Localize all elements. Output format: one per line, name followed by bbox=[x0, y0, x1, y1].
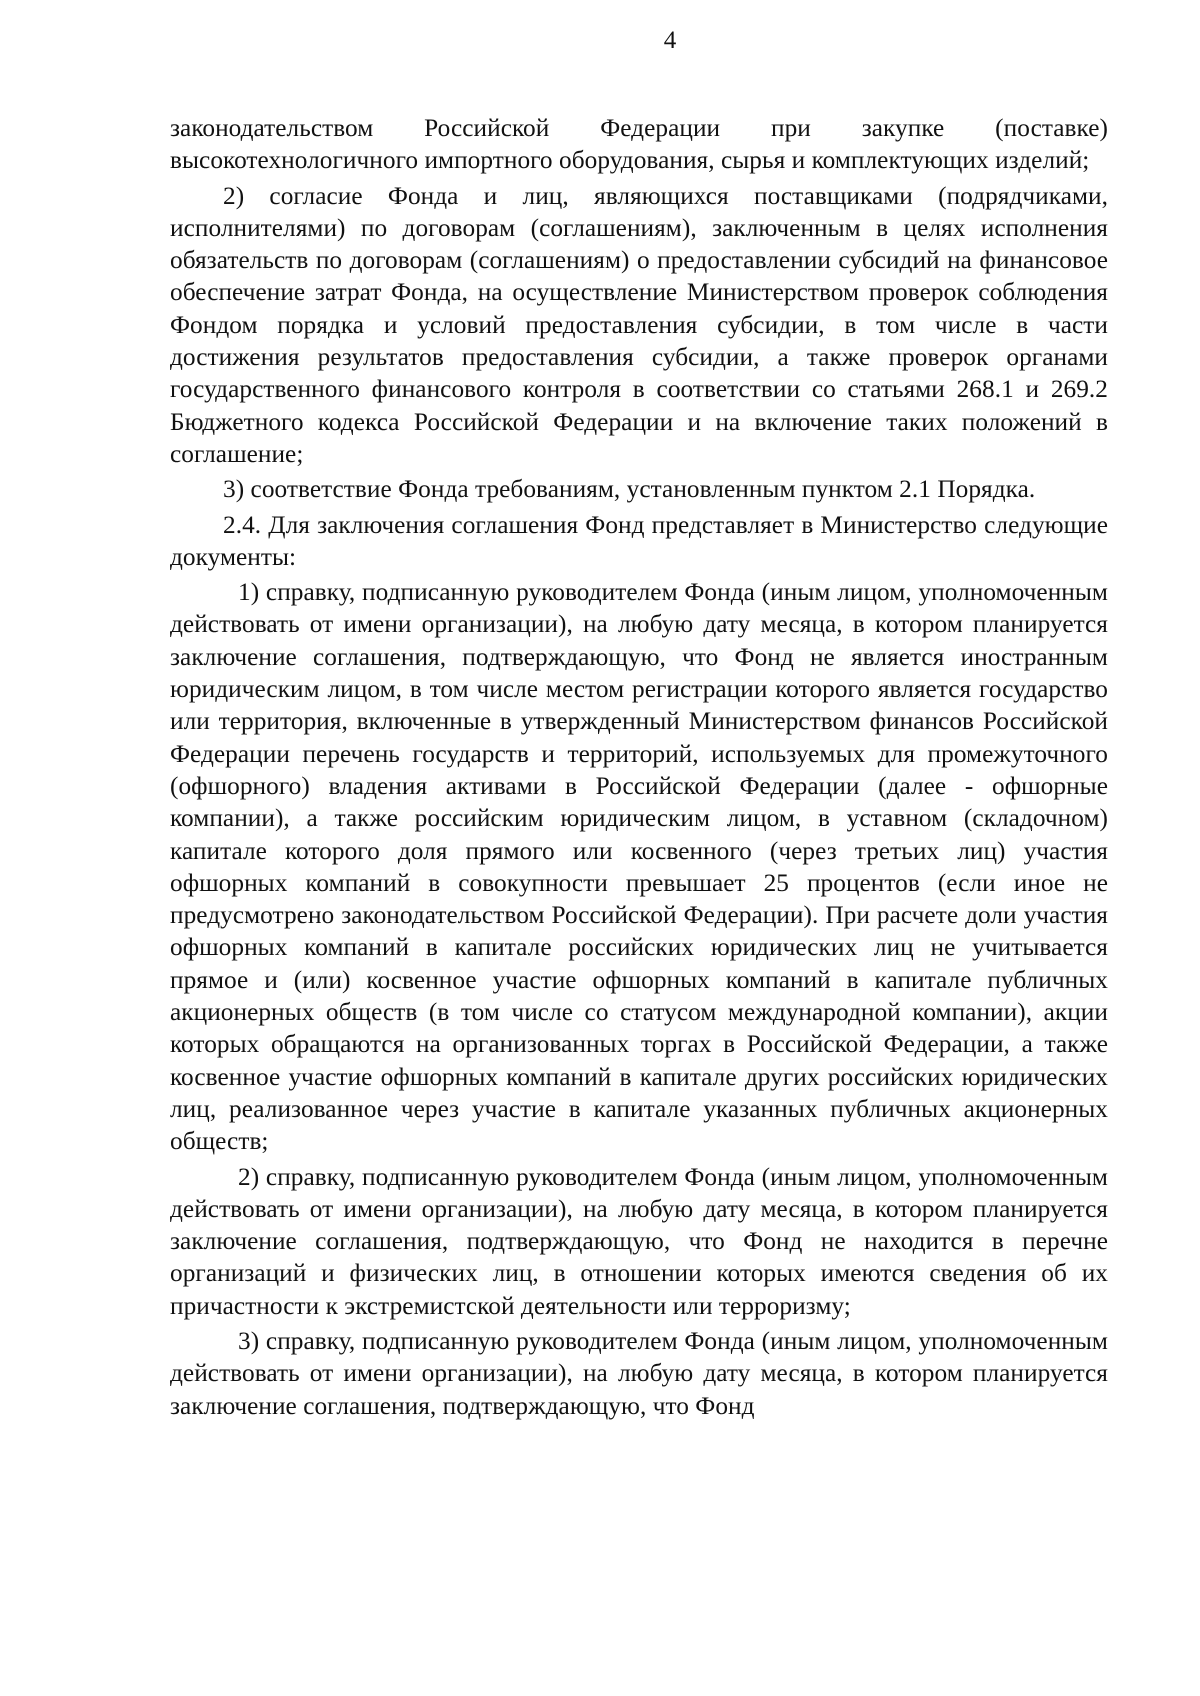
paragraph-continuation: законодательством Российской Федерации при закупке (поставке) высокотехнологичного импортного оборудования, сырья и комплектующих изделий; bbox=[170, 114, 1108, 175]
paragraph-section-2-4: 2.4. Для заключения соглашения Фонд представляет в Министерство следующие документы: bbox=[170, 510, 1108, 571]
paragraph-item-3-compliance: 3) соответствие Фонда требованиям, установленным пунктом 2.1 Порядка. bbox=[223, 475, 1036, 504]
paragraph-document-3: 3) справку, подписанную руководителем Фонда (иным лицом, уполномоченным действовать от имени организации), на любую дату месяца, в котором планируется заключение соглашения, подтверждающую, что Фонд bbox=[170, 1326, 1108, 1420]
document-body bbox=[170, 112, 1108, 1422]
paragraph-item-2-consent: 2) согласие Фонда и лиц, являющихся поставщиками (подрядчиками, исполнителями) по договорам (соглашениям), заключенным в целях исполнения обязательств по договорам (соглашениям) о предоставлении субсидий на финансовое обеспечение затрат Фонда, на осуществление Министерством проверок соблюдения Фондом порядка и условий предоставления субсидии, в том числе в части достижения результатов предоставления субсидии, а также проверок органами государственного финансового контроля в соответствии со статьями 268.1 и 269.2 Бюджетного кодекса Российской Федерации и на включение таких положений в соглашение; bbox=[170, 181, 1108, 468]
page-number: 4 bbox=[663, 27, 677, 54]
paragraph-document-2: 2) справку, подписанную руководителем Фонда (иным лицом, уполномоченным действовать от имени организации), на любую дату месяца, в котором планируется заключение соглашения, подтверждающую, что Фонд не находится в перечне организаций и физических лиц, в отношении которых имеются сведения об их причастности к экстремистской деятельности или терроризму; bbox=[170, 1162, 1108, 1320]
paragraph-document-1: 1) справку, подписанную руководителем Фонда (иным лицом, уполномоченным действовать от имени организации), на любую дату месяца, в котором планируется заключение соглашения, подтверждающую, что Фонд не является иностранным юридическим лицом, в том числе местом регистрации которого является государство или территория, включенные в утвержденный Министерством финансов Российской Федерации перечень государств и территорий, используемых для промежуточного (офшорного) владения активами в Российской Федерации (далее - офшорные компании), а также российским юридическим лицом, в уставном (складочном) капитале которого доля прямого или косвенного (через третьих лиц) участия офшорных компаний в совокупности превышает 25 процентов (если иное не предусмотрено законодательством Российской Федерации). При расчете доли участия офшорных компаний в капитале российских юридических лиц не учитывается прямое и (или) косвенное участие офшорных компаний в капитале публичных акционерных обществ (в том числе со статусом международной компании), акции которых обращаются на организованных торгах в Российской Федерации, а также косвенное участие офшорных компаний в капитале других российских юридических лиц, реализованное через участие в капитале указанных публичных акционерных обществ; bbox=[170, 578, 1108, 1156]
